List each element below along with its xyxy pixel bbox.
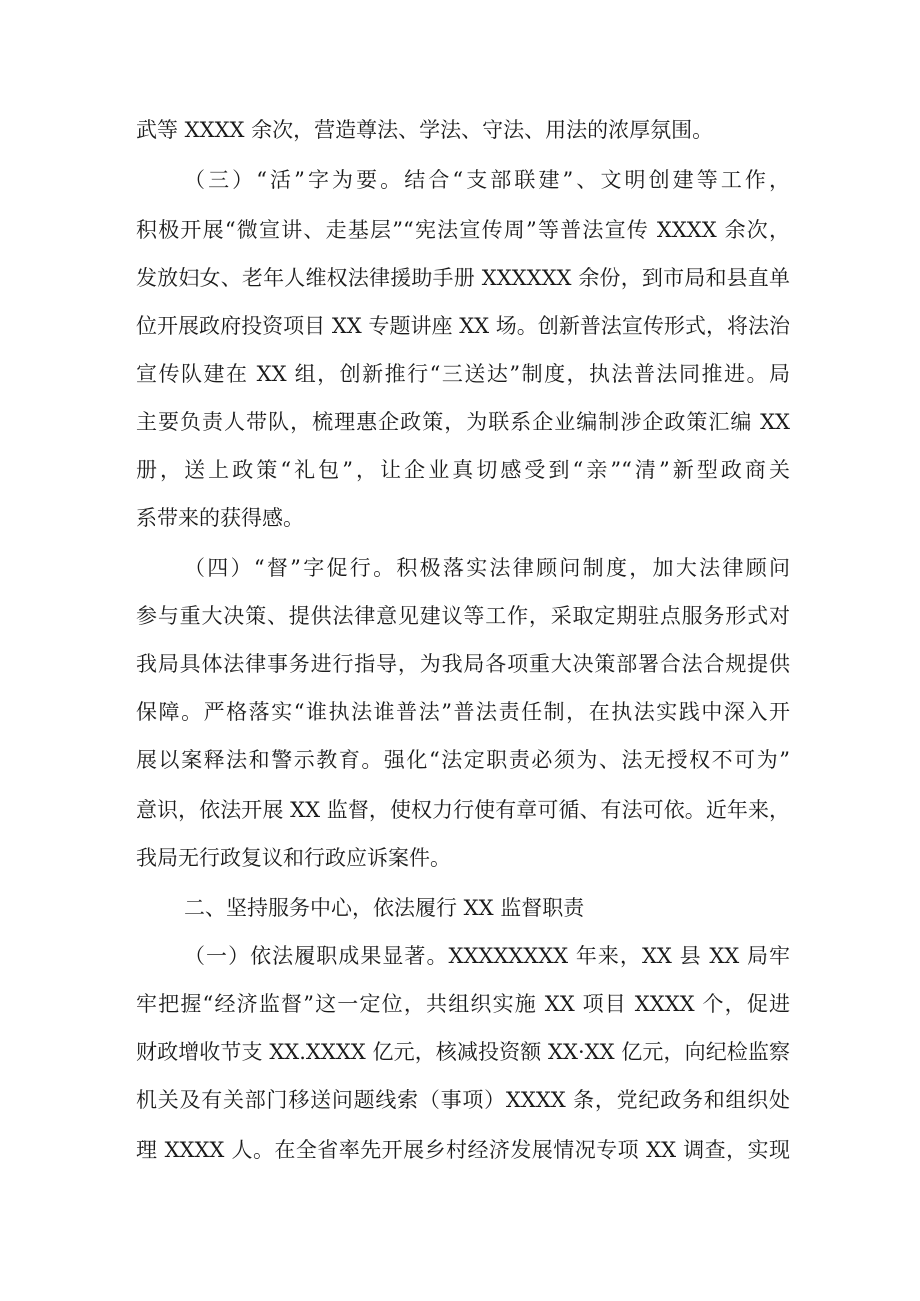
paragraph-line: （四）“督”字促行。积极落实法律顾问制度，加大法律顾问 xyxy=(184,556,790,580)
paragraph-line: 牢把握“经济监督”这一定位，共组织实施 XX 项目 XXXX 个，促进 xyxy=(136,992,790,1016)
paragraph-line: 机关及有关部门移送问题线索（事项）XXXX 条，党纪政务和组织处 xyxy=(136,1088,790,1112)
paragraph-line: 武等 XXXX 余次，营造尊法、学法、守法、用法的浓厚氛围。 xyxy=(136,118,714,142)
paragraph-line: 我局无行政复议和行政应诉案件。 xyxy=(136,846,451,870)
paragraph-line: 保障。严格落实“谁执法谁普法”普法责任制，在执法实践中深入开 xyxy=(136,700,790,724)
paragraph-line: 意识，依法开展 XX 监督，使权力行使有章可循、有法可依。近年来， xyxy=(136,798,790,822)
paragraph-line: 积极开展“微宣讲、走基层”“宪法宣传周”等普法宣传 XXXX 余次， xyxy=(136,218,790,242)
paragraph-line: 宣传队建在 XX 组，创新推行“三送达”制度，执法普法同推进。局 xyxy=(136,362,790,386)
paragraph-line: 发放妇女、老年人维权法律援助手册 XXXXXX 余份，到市局和县直单 xyxy=(136,266,790,290)
paragraph-line: 财政增收节支 XX.XXXX 亿元，核减投资额 XX·XX 亿元，向纪检监察 xyxy=(136,1040,790,1064)
paragraph-line: 我局具体法律事务进行指导，为我局各项重大决策部署合法合规提供 xyxy=(136,652,790,676)
paragraph-line: 展以案释法和警示教育。强化“法定职责必须为、法无授权不可为” xyxy=(136,748,790,772)
section-heading: 二、坚持服务中心，依法履行 XX 监督职责 xyxy=(184,896,585,920)
paragraph-line: 系带来的获得感。 xyxy=(136,506,304,530)
paragraph-line: （三）“活”字为要。结合“支部联建”、文明创建等工作， xyxy=(184,168,790,192)
paragraph-line: 理 XXXX 人。在全省率先开展乡村经济发展情况专项 XX 调查，实现 xyxy=(136,1138,790,1162)
paragraph-line: 位开展政府投资项目 XX 专题讲座 XX 场。创新普法宣传形式，将法治 xyxy=(136,314,790,338)
paragraph-line: 主要负责人带队，梳理惠企政策，为联系企业编制涉企政策汇编 XX xyxy=(136,410,790,434)
paragraph-line: 册，送上政策“礼包”，让企业真切感受到“亲”“清”新型政商关 xyxy=(136,458,790,482)
paragraph-line: 参与重大决策、提供法律意见建议等工作，采取定期驻点服务形式对 xyxy=(136,604,790,628)
paragraph-line: （一）依法履职成果显著。XXXXXXXX 年来，XX 县 XX 局牢 xyxy=(184,944,790,968)
